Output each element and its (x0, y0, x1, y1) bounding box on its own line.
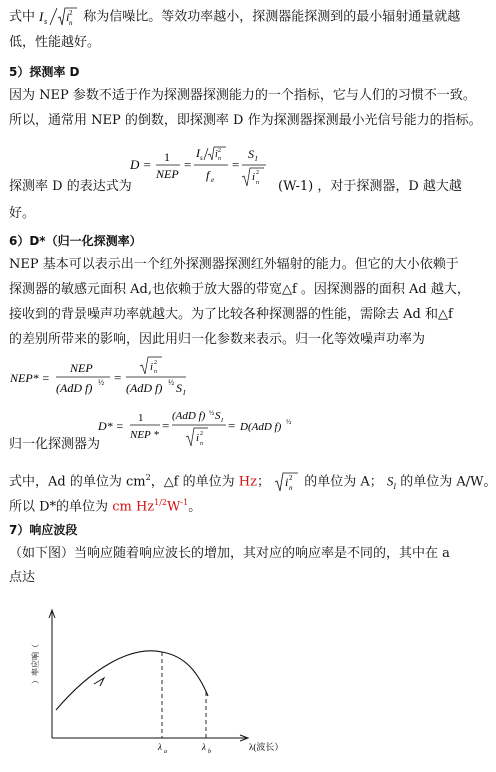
svg-text:(AdD f): (AdD f) (126, 381, 163, 395)
section-heading: 5）探测率 D (9, 65, 80, 79)
svg-text:i: i (215, 149, 218, 160)
svg-text:S: S (215, 410, 221, 422)
svg-text:½: ½ (98, 378, 104, 387)
section-heading: 6）D*（归一化探测率） (9, 234, 142, 248)
text-line: 因为 NEP 参数不适于作为探测器探测能力的一个指标，它与人们的习惯不一致。 (9, 88, 476, 103)
noise-current-symbol (274, 471, 300, 493)
equation-comment: ，对于探测器，D 越大越 (317, 179, 462, 194)
svg-text:2: 2 (154, 360, 157, 366)
text-line: 好。 (9, 206, 36, 221)
text-line: （如下图）当响应随着响应波长的增加，其对应的响应率是不同的，其中在 a (9, 546, 450, 561)
detectivity-formula (130, 146, 270, 194)
svg-text:(AdD f): (AdD f) (172, 410, 206, 422)
response-chart (20, 600, 320, 768)
text-line: NEP 基本可以表示出一个红外探测器探测红外辐射的能力。但它的大小依赖于 (9, 257, 459, 272)
units-line-2: 所以 D*的单位为 cm $Hz^{1/2}W^{-1}$。 (9, 498, 202, 515)
expr-label: 探测率 D 的表达式为 (9, 179, 132, 194)
dstar-formula (98, 406, 298, 456)
snr-formula (39, 6, 79, 28)
svg-text:i: i (196, 432, 200, 444)
text-suffix: 称为信噪比。等效功率越小，探测器能探测到的最小辐射通量就越 (83, 9, 461, 25)
svg-text:I: I (255, 155, 258, 163)
svg-text:I: I (196, 146, 200, 160)
tick-label-a: λ (158, 742, 162, 752)
svg-text:=: = (232, 157, 240, 172)
svg-text:n: n (218, 156, 221, 162)
svg-text:NEP: NEP (70, 361, 93, 375)
response-curve (56, 651, 208, 710)
svg-text:=: = (184, 157, 192, 172)
svg-text:NEP: NEP (156, 167, 179, 181)
detectivity-label-line (9, 178, 132, 196)
svg-text:i: i (150, 361, 154, 373)
svg-text:NEP *: NEP * (130, 429, 159, 441)
text-line: 接收到的背景噪声功率就越大。为了比较各种探测器的性能，需除去 Ad 和△f (9, 307, 453, 322)
svg-text:=: = (114, 370, 122, 385)
text-line: 的差别所带来的影响，因此用归一化参数来表示。归一化等效噪声功率为 (9, 332, 426, 347)
svg-text:1: 1 (164, 150, 170, 164)
svg-text:n: n (69, 19, 73, 27)
svg-text:S: S (176, 381, 182, 395)
svg-text:n: n (256, 180, 259, 186)
svg-text:s: s (200, 154, 203, 162)
svg-text:I: I (221, 418, 223, 424)
svg-text:2: 2 (289, 473, 293, 482)
svg-text:D(AdD f): D(AdD f) (240, 421, 282, 433)
svg-text:2: 2 (218, 148, 221, 154)
svg-text:b: b (208, 749, 211, 755)
section-heading: 7）响应波段 (9, 523, 78, 537)
svg-text:e: e (211, 176, 215, 184)
svg-text:n: n (154, 369, 157, 375)
text-line: 所以，通常用 NEP 的倒数，即探测率 D 作为探测器探测最小光信号能力的指标。 (9, 113, 482, 128)
signal-noise-line (9, 6, 460, 28)
text-line: 低，性能越好。 (9, 35, 101, 50)
svg-text:=: = (162, 418, 170, 433)
y-axis-label: ）率应响（ (31, 644, 40, 684)
x-axis-label: λ(波长） (249, 742, 284, 752)
tick-label-b: λ (202, 742, 206, 752)
svg-text:i: i (66, 10, 70, 24)
dstar-label: 归一化探测器为 (9, 437, 101, 452)
text-prefix: 式中 (9, 9, 36, 25)
eq-tag-line (278, 178, 462, 196)
svg-text:a: a (164, 749, 167, 755)
svg-text:½: ½ (168, 378, 174, 387)
svg-text:=: = (228, 418, 236, 433)
svg-text:I: I (39, 9, 44, 24)
svg-text:n: n (289, 483, 293, 492)
svg-text:NEP* =: NEP* = (10, 371, 50, 385)
svg-text:I: I (183, 389, 186, 397)
svg-text:2: 2 (69, 9, 73, 17)
curve-arrow-icon (94, 678, 104, 686)
svg-text:i: i (252, 171, 256, 183)
svg-text:1: 1 (138, 412, 144, 424)
svg-text:(AdD f): (AdD f) (56, 381, 93, 395)
svg-text:2: 2 (200, 431, 203, 437)
nep-star-formula (10, 356, 210, 404)
text-line: 探测器的敏感元面积 Ad,也依赖于放大器的带宽△f 。因探测器的面积 Ad 越大， (9, 282, 470, 297)
svg-text:D* =: D* = (98, 419, 124, 433)
svg-text:s: s (44, 17, 48, 26)
svg-text:f: f (206, 168, 210, 182)
svg-text:i: i (285, 474, 289, 489)
svg-text:½: ½ (286, 418, 292, 426)
svg-text:2: 2 (256, 170, 259, 176)
equation-tag: (W-1) (278, 179, 314, 194)
text-line: 点达 (9, 570, 36, 585)
svg-text:n: n (200, 441, 203, 447)
svg-text:S: S (248, 147, 254, 161)
svg-text:½: ½ (209, 409, 215, 417)
svg-text:D =: D = (130, 157, 152, 172)
units-line: 式中，Ad 的单位为 $cm^2$，△f 的单位为 Hz； i 2 n 的单位为 A； $S_I$ 的单位为 A/W。 (9, 469, 496, 496)
